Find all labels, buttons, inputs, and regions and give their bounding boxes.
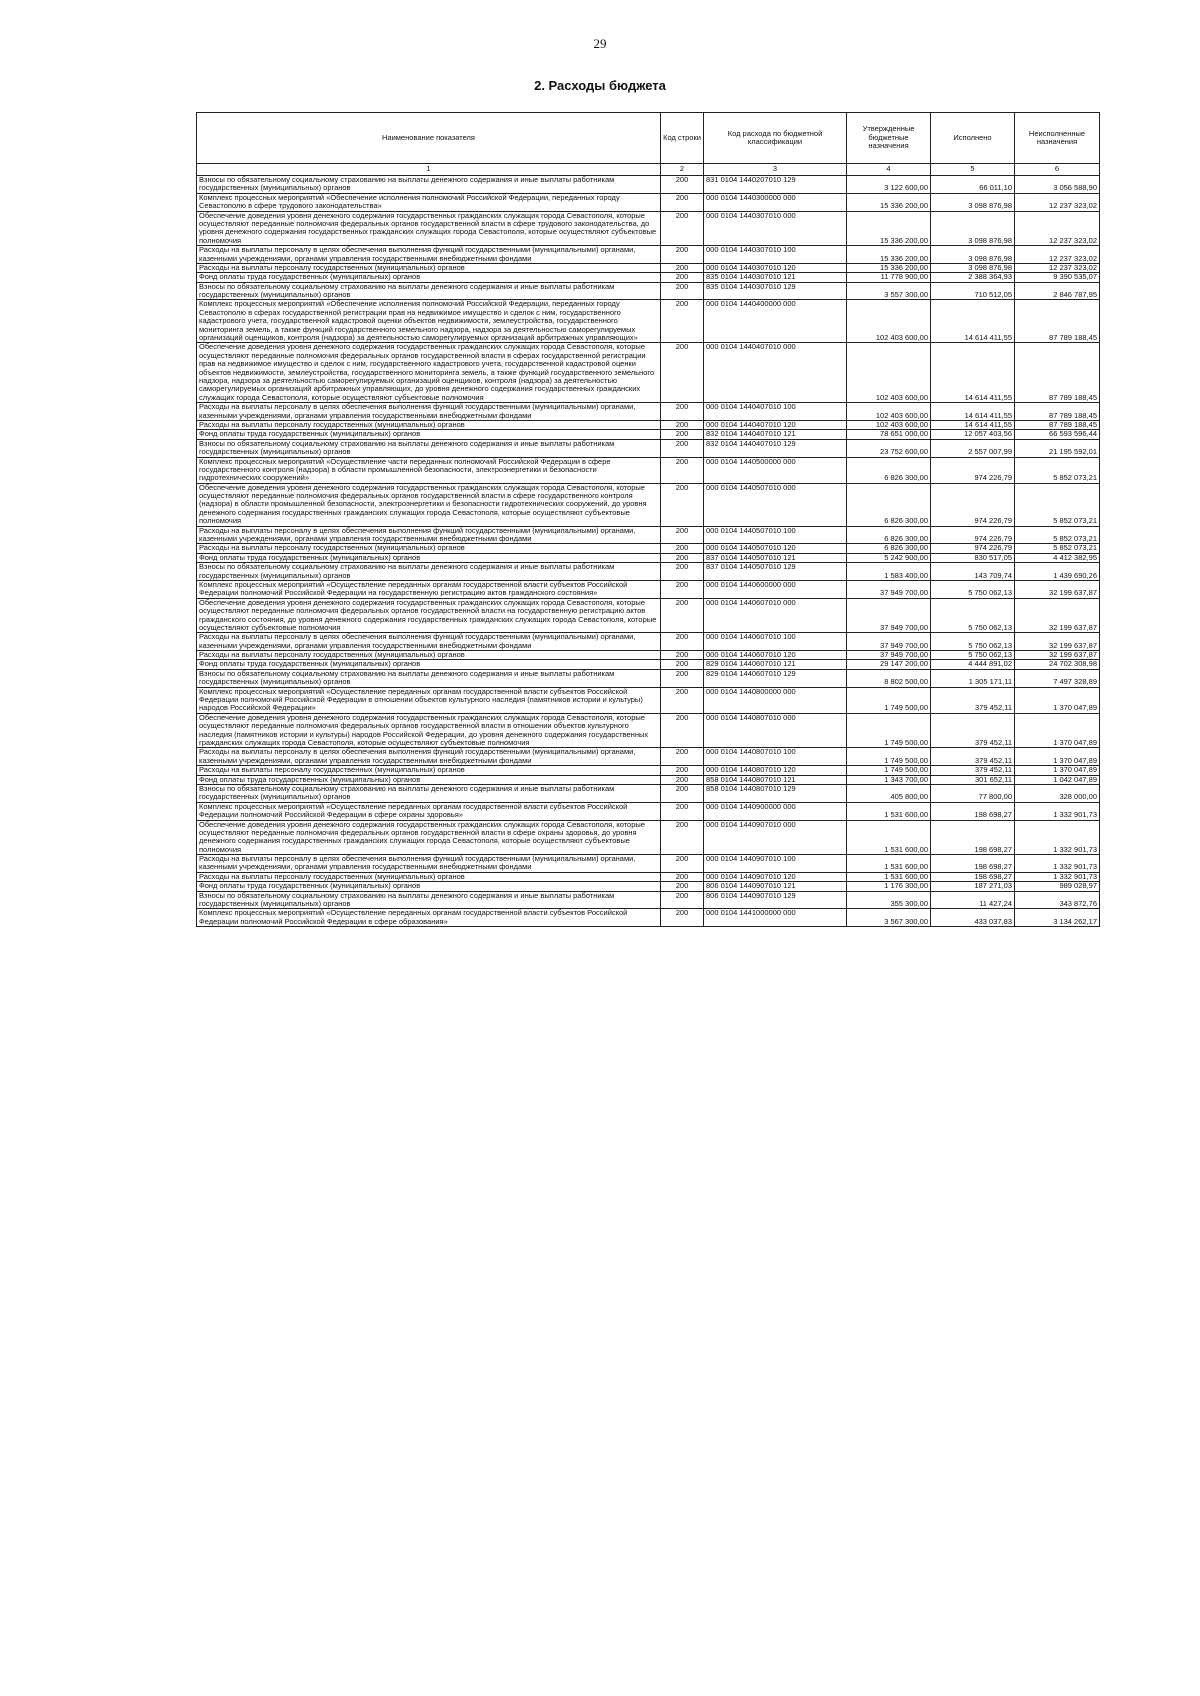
row-approved: 6 826 300,00 bbox=[847, 457, 931, 483]
table-row bbox=[197, 544, 1100, 553]
row-executed: 14 614 411,55 bbox=[931, 343, 1015, 403]
row-executed: 4 444 891,02 bbox=[931, 660, 1015, 669]
table-row bbox=[197, 891, 1100, 909]
row-code: 200 bbox=[661, 403, 704, 421]
table-row bbox=[197, 909, 1100, 927]
table-row bbox=[197, 669, 1100, 687]
table-row bbox=[197, 563, 1100, 581]
row-code: 200 bbox=[661, 651, 704, 660]
row-classification: 831 0104 1440207010 129 bbox=[704, 176, 847, 194]
row-code: 200 bbox=[661, 343, 704, 403]
row-classification: 000 0104 1440307010 000 bbox=[704, 211, 847, 246]
column-numbers-row bbox=[197, 164, 1100, 176]
row-executed: 974 226,79 bbox=[931, 526, 1015, 544]
row-name: Обеспечение доведения уровня денежного содержания государственных гражданских служащих города Севастополя, которые осуществляют переданные полномочия федеральных органов государственной власти на государственную регистрацию актов гражданского состояния, до уровня денежного содержания государственных гражданских служащих города Севастополя, которые осуществляют субъектовые полномочия bbox=[197, 598, 661, 633]
row-name: Расходы на выплаты персоналу государственных (муниципальных) органов bbox=[197, 872, 661, 881]
row-code: 200 bbox=[661, 909, 704, 927]
row-unexecuted: 2 846 787,95 bbox=[1015, 282, 1100, 300]
column-number: 2 bbox=[661, 164, 704, 176]
header-classification: Код расхода по бюджетной классификации bbox=[704, 113, 847, 164]
row-name: Комплекс процессных мероприятий «Осуществление части переданных полномочий Российской Федерации в сфере государственного контроля (надзора) в области промышленной безопасности, электроэнергетики и безопасности гидротехнических сооружений» bbox=[197, 457, 661, 483]
row-code: 200 bbox=[661, 748, 704, 766]
table-row bbox=[197, 526, 1100, 544]
row-unexecuted: 32 199 637,87 bbox=[1015, 598, 1100, 633]
row-name: Расходы на выплаты персоналу государственных (муниципальных) органов bbox=[197, 544, 661, 553]
row-approved: 1 531 600,00 bbox=[847, 802, 931, 820]
row-unexecuted: 5 852 073,21 bbox=[1015, 544, 1100, 553]
table-row bbox=[197, 882, 1100, 891]
row-executed: 5 750 062,13 bbox=[931, 598, 1015, 633]
row-classification: 000 0104 1440300000 000 bbox=[704, 193, 847, 211]
row-executed: 14 614 411,55 bbox=[931, 300, 1015, 343]
row-classification: 000 0104 1440607010 100 bbox=[704, 633, 847, 651]
table-row bbox=[197, 784, 1100, 802]
row-executed: 379 452,11 bbox=[931, 687, 1015, 713]
row-unexecuted: 4 412 382,95 bbox=[1015, 553, 1100, 562]
row-unexecuted: 1 332 901,73 bbox=[1015, 872, 1100, 881]
row-approved: 37 949 700,00 bbox=[847, 651, 931, 660]
row-unexecuted: 12 237 323,02 bbox=[1015, 211, 1100, 246]
row-name: Взносы по обязательному социальному страхованию на выплаты денежного содержания и иные выплаты работникам государственных (муниципальных) органов bbox=[197, 282, 661, 300]
row-classification: 000 0104 1440307010 100 bbox=[704, 246, 847, 264]
row-unexecuted: 87 789 188,45 bbox=[1015, 420, 1100, 429]
row-unexecuted: 989 028,97 bbox=[1015, 882, 1100, 891]
header-row bbox=[197, 113, 1100, 164]
row-classification: 000 0104 1440507010 000 bbox=[704, 483, 847, 526]
row-executed: 379 452,11 bbox=[931, 748, 1015, 766]
row-unexecuted: 87 789 188,45 bbox=[1015, 300, 1100, 343]
row-name: Обеспечение доведения уровня денежного содержания государственных гражданских служащих города Севастополя, которые осуществляют переданные полномочия федеральных органов государственной власти в отношении объектов культурного наследия (памятников истории и культуры) народов Российской Федерации, до уровня денежного содержания государственных гражданских служащих города Севастополя, которые осуществляют субъектовые полномочия bbox=[197, 713, 661, 748]
row-name: Комплекс процессных мероприятий «Обеспечение исполнения полномочий Российской Федерации, переданных городу Севастополю в сферах государственной регистрации прав на недвижимое имущество и сделок с ним, государственного кадастрового учета, государственной кадастровой оценки объектов недвижимости, землеустройства, государственного мониторинга земель, а также функций государственного земельного надзора, надзора за деятельностью саморегулируемых организаций оценщиков, контроля (надзора) за деятельностью саморегулируемых организаций арбитражных управляющих» bbox=[197, 300, 661, 343]
row-code: 200 bbox=[661, 211, 704, 246]
row-classification: 806 0104 1440907010 129 bbox=[704, 891, 847, 909]
row-unexecuted: 66 593 596,44 bbox=[1015, 430, 1100, 439]
row-unexecuted: 1 439 690,26 bbox=[1015, 563, 1100, 581]
row-classification: 000 0104 1440400000 000 bbox=[704, 300, 847, 343]
row-approved: 355 300,00 bbox=[847, 891, 931, 909]
column-number: 4 bbox=[847, 164, 931, 176]
row-classification: 000 0104 1440607010 000 bbox=[704, 598, 847, 633]
row-code: 200 bbox=[661, 633, 704, 651]
row-code: 200 bbox=[661, 273, 704, 282]
row-code: 200 bbox=[661, 457, 704, 483]
row-code: 200 bbox=[661, 300, 704, 343]
row-unexecuted: 1 370 047,89 bbox=[1015, 748, 1100, 766]
row-unexecuted: 343 872,76 bbox=[1015, 891, 1100, 909]
row-classification: 837 0104 1440507010 129 bbox=[704, 563, 847, 581]
row-executed: 5 750 062,13 bbox=[931, 580, 1015, 598]
row-executed: 187 271,03 bbox=[931, 882, 1015, 891]
row-code: 200 bbox=[661, 669, 704, 687]
row-approved: 1 176 300,00 bbox=[847, 882, 931, 891]
row-code: 200 bbox=[661, 553, 704, 562]
row-executed: 198 698,27 bbox=[931, 855, 1015, 873]
row-executed: 198 698,27 bbox=[931, 872, 1015, 881]
row-name: Расходы на выплаты персоналу в целях обеспечения выполнения функций государственными (муниципальными) органами, казенными учреждениями, органами управления государственными внебюджетными фондами bbox=[197, 526, 661, 544]
row-name: Обеспечение доведения уровня денежного содержания государственных гражданских служащих города Севастополя, которые осуществляют переданные полномочия федеральных органов государственной власти в сфере трудового законодательства, до уровня денежного содержания государственных гражданских служащих города Севастополя, которые осуществляют субъектовые полномочия bbox=[197, 211, 661, 246]
row-unexecuted: 3 134 262,17 bbox=[1015, 909, 1100, 927]
row-name: Взносы по обязательному социальному страхованию на выплаты денежного содержания и иные выплаты работникам государственных (муниципальных) органов bbox=[197, 439, 661, 457]
row-executed: 66 011,10 bbox=[931, 176, 1015, 194]
header-code: Код строки bbox=[661, 113, 704, 164]
table-row bbox=[197, 273, 1100, 282]
row-code: 200 bbox=[661, 598, 704, 633]
row-executed: 1 305 171,11 bbox=[931, 669, 1015, 687]
column-number: 3 bbox=[704, 164, 847, 176]
row-classification: 835 0104 1440307010 121 bbox=[704, 273, 847, 282]
row-classification: 000 0104 1440800000 000 bbox=[704, 687, 847, 713]
row-executed: 3 098 876,98 bbox=[931, 246, 1015, 264]
row-unexecuted: 1 370 047,89 bbox=[1015, 713, 1100, 748]
row-approved: 5 242 900,00 bbox=[847, 553, 931, 562]
row-name: Взносы по обязательному социальному страхованию на выплаты денежного содержания и иные выплаты работникам государственных (муниципальных) органов bbox=[197, 891, 661, 909]
row-classification: 000 0104 1440807010 100 bbox=[704, 748, 847, 766]
row-approved: 1 343 700,00 bbox=[847, 775, 931, 784]
row-executed: 14 614 411,55 bbox=[931, 420, 1015, 429]
table-row bbox=[197, 300, 1100, 343]
row-executed: 379 452,11 bbox=[931, 766, 1015, 775]
row-code: 200 bbox=[661, 526, 704, 544]
row-executed: 2 557 007,99 bbox=[931, 439, 1015, 457]
row-executed: 974 226,79 bbox=[931, 483, 1015, 526]
table-row bbox=[197, 282, 1100, 300]
table-row bbox=[197, 748, 1100, 766]
table-row bbox=[197, 802, 1100, 820]
row-unexecuted: 1 370 047,89 bbox=[1015, 687, 1100, 713]
row-classification: 806 0104 1440907010 121 bbox=[704, 882, 847, 891]
row-code: 200 bbox=[661, 483, 704, 526]
row-unexecuted: 32 199 637,87 bbox=[1015, 633, 1100, 651]
row-unexecuted: 1 332 901,73 bbox=[1015, 802, 1100, 820]
row-unexecuted: 328 000,00 bbox=[1015, 784, 1100, 802]
row-code: 200 bbox=[661, 176, 704, 194]
row-unexecuted: 32 199 637,87 bbox=[1015, 580, 1100, 598]
row-classification: 858 0104 1440807010 121 bbox=[704, 775, 847, 784]
row-executed: 14 614 411,55 bbox=[931, 403, 1015, 421]
row-executed: 5 750 062,13 bbox=[931, 633, 1015, 651]
row-code: 200 bbox=[661, 766, 704, 775]
row-code: 200 bbox=[661, 713, 704, 748]
row-code: 200 bbox=[661, 784, 704, 802]
row-unexecuted: 12 237 323,02 bbox=[1015, 263, 1100, 272]
table-row bbox=[197, 687, 1100, 713]
row-classification: 000 0104 1440607010 120 bbox=[704, 651, 847, 660]
row-name: Комплекс процессных мероприятий «Осуществление переданных органам государственной власти субъектов Российской Федерации полномочий Российской Федерации на государственную регистрацию актов гражданского состояния» bbox=[197, 580, 661, 598]
table-row bbox=[197, 403, 1100, 421]
table-row bbox=[197, 439, 1100, 457]
row-code: 200 bbox=[661, 855, 704, 873]
row-unexecuted: 1 370 047,89 bbox=[1015, 766, 1100, 775]
row-code: 200 bbox=[661, 563, 704, 581]
row-unexecuted: 87 789 188,45 bbox=[1015, 343, 1100, 403]
row-executed: 3 098 876,98 bbox=[931, 193, 1015, 211]
row-code: 200 bbox=[661, 193, 704, 211]
row-approved: 102 403 600,00 bbox=[847, 343, 931, 403]
row-executed: 3 098 876,98 bbox=[931, 211, 1015, 246]
row-code: 200 bbox=[661, 580, 704, 598]
row-name: Взносы по обязательному социальному страхованию на выплаты денежного содержания и иные выплаты работникам государственных (муниципальных) органов bbox=[197, 669, 661, 687]
row-approved: 1 531 600,00 bbox=[847, 820, 931, 855]
row-approved: 1 531 600,00 bbox=[847, 872, 931, 881]
row-approved: 15 336 200,00 bbox=[847, 263, 931, 272]
table-row bbox=[197, 820, 1100, 855]
row-approved: 11 778 900,00 bbox=[847, 273, 931, 282]
row-executed: 77 800,00 bbox=[931, 784, 1015, 802]
row-classification: 000 0104 1440507010 120 bbox=[704, 544, 847, 553]
row-name: Расходы на выплаты персоналу государственных (муниципальных) органов bbox=[197, 263, 661, 272]
row-unexecuted: 9 390 535,07 bbox=[1015, 273, 1100, 282]
table-row bbox=[197, 598, 1100, 633]
table-row bbox=[197, 483, 1100, 526]
row-name: Расходы на выплаты персоналу государственных (муниципальных) органов bbox=[197, 651, 661, 660]
row-name: Расходы на выплаты персоналу в целях обеспечения выполнения функций государственными (муниципальными) органами, казенными учреждениями, органами управления государственными внебюджетными фондами bbox=[197, 633, 661, 651]
row-executed: 301 652,11 bbox=[931, 775, 1015, 784]
row-name: Фонд оплаты труда государственных (муниципальных) органов bbox=[197, 775, 661, 784]
row-classification: 000 0104 1440507010 100 bbox=[704, 526, 847, 544]
row-unexecuted: 5 852 073,21 bbox=[1015, 457, 1100, 483]
row-executed: 379 452,11 bbox=[931, 713, 1015, 748]
row-name: Расходы на выплаты персоналу государственных (муниципальных) органов bbox=[197, 766, 661, 775]
row-unexecuted: 24 702 308,98 bbox=[1015, 660, 1100, 669]
row-approved: 15 336 200,00 bbox=[847, 193, 931, 211]
row-code: 200 bbox=[661, 246, 704, 264]
table-row bbox=[197, 457, 1100, 483]
row-name: Фонд оплаты труда государственных (муниципальных) органов bbox=[197, 430, 661, 439]
table-row bbox=[197, 660, 1100, 669]
row-unexecuted: 1 042 047,89 bbox=[1015, 775, 1100, 784]
column-number: 1 bbox=[197, 164, 661, 176]
row-unexecuted: 1 332 901,73 bbox=[1015, 855, 1100, 873]
row-code: 200 bbox=[661, 891, 704, 909]
row-classification: 000 0104 1440600000 000 bbox=[704, 580, 847, 598]
row-name: Расходы на выплаты персоналу в целях обеспечения выполнения функций государственными (муниципальными) органами, казенными учреждениями, органами управления государственными внебюджетными фондами bbox=[197, 246, 661, 264]
row-classification: 829 0104 1440607010 129 bbox=[704, 669, 847, 687]
row-approved: 6 826 300,00 bbox=[847, 483, 931, 526]
row-name: Расходы на выплаты персоналу в целях обеспечения выполнения функций государственными (муниципальными) органами, казенными учреждениями, органами управления государственными внебюджетными фондами bbox=[197, 403, 661, 421]
row-code: 200 bbox=[661, 430, 704, 439]
table-row bbox=[197, 246, 1100, 264]
row-name: Комплекс процессных мероприятий «Осуществление переданных органам государственной власти субъектов Российской Федерации полномочий Российской Федерации в сфере образования» bbox=[197, 909, 661, 927]
row-name: Взносы по обязательному социальному страхованию на выплаты денежного содержания и иные выплаты работникам государственных (муниципальных) органов bbox=[197, 176, 661, 194]
row-approved: 15 336 200,00 bbox=[847, 211, 931, 246]
table-row bbox=[197, 176, 1100, 194]
row-executed: 433 037,83 bbox=[931, 909, 1015, 927]
row-unexecuted: 12 237 323,02 bbox=[1015, 246, 1100, 264]
row-classification: 835 0104 1440307010 129 bbox=[704, 282, 847, 300]
row-name: Комплекс процессных мероприятий «Осуществление переданных органам государственной власти субъектов Российской Федерации полномочий Российской Федерации в сфере охраны здоровья» bbox=[197, 802, 661, 820]
row-executed: 143 709,74 bbox=[931, 563, 1015, 581]
row-unexecuted: 5 852 073,21 bbox=[1015, 526, 1100, 544]
row-classification: 000 0104 1440407010 100 bbox=[704, 403, 847, 421]
row-name: Обеспечение доведения уровня денежного содержания государственных гражданских служащих города Севастополя, которые осуществляют переданные полномочия федеральных органов государственной власти в сфере охраны здоровья, до уровня денежного содержания государственных гражданских служащих города Севастополя, которые осуществляют субъектовые полномочия bbox=[197, 820, 661, 855]
header-unexecuted: Неисполненные назначения bbox=[1015, 113, 1100, 164]
row-code: 200 bbox=[661, 775, 704, 784]
row-approved: 29 147 200,00 bbox=[847, 660, 931, 669]
row-name: Комплекс процессных мероприятий «Осуществление переданных органам государственной власти субъектов Российской Федерации полномочий Российской Федерации в отношении объектов культурного наследия (памятников истории и культуры) народов Российской Федерации» bbox=[197, 687, 661, 713]
row-code: 200 bbox=[661, 687, 704, 713]
row-approved: 405 800,00 bbox=[847, 784, 931, 802]
row-name: Фонд оплаты труда государственных (муниципальных) органов bbox=[197, 660, 661, 669]
row-code: 200 bbox=[661, 660, 704, 669]
row-approved: 78 651 000,00 bbox=[847, 430, 931, 439]
row-unexecuted: 21 195 592,01 bbox=[1015, 439, 1100, 457]
row-name: Взносы по обязательному социальному страхованию на выплаты денежного содержания и иные выплаты работникам государственных (муниципальных) органов bbox=[197, 784, 661, 802]
row-classification: 832 0104 1440407010 121 bbox=[704, 430, 847, 439]
row-approved: 6 826 300,00 bbox=[847, 526, 931, 544]
row-executed: 974 226,79 bbox=[931, 457, 1015, 483]
header-name: Наименование показателя bbox=[197, 113, 661, 164]
row-code: 200 bbox=[661, 282, 704, 300]
row-classification: 000 0104 1440807010 000 bbox=[704, 713, 847, 748]
row-approved: 1 583 400,00 bbox=[847, 563, 931, 581]
row-executed: 3 098 876,98 bbox=[931, 263, 1015, 272]
row-name: Взносы по обязательному социальному страхованию на выплаты денежного содержания и иные выплаты работникам государственных (муниципальных) органов bbox=[197, 563, 661, 581]
row-approved: 1 749 500,00 bbox=[847, 748, 931, 766]
column-number: 6 bbox=[1015, 164, 1100, 176]
row-executed: 198 698,27 bbox=[931, 802, 1015, 820]
row-approved: 1 749 500,00 bbox=[847, 687, 931, 713]
row-executed: 830 517,05 bbox=[931, 553, 1015, 562]
table-row bbox=[197, 713, 1100, 748]
row-code: 200 bbox=[661, 872, 704, 881]
table-row bbox=[197, 343, 1100, 403]
row-classification: 829 0104 1440607010 121 bbox=[704, 660, 847, 669]
row-name: Фонд оплаты труда государственных (муниципальных) органов bbox=[197, 273, 661, 282]
row-unexecuted: 87 789 188,45 bbox=[1015, 403, 1100, 421]
row-unexecuted: 7 497 328,89 bbox=[1015, 669, 1100, 687]
row-unexecuted: 1 332 901,73 bbox=[1015, 820, 1100, 855]
table-row bbox=[197, 211, 1100, 246]
row-classification: 000 0104 1440407010 120 bbox=[704, 420, 847, 429]
table-row bbox=[197, 633, 1100, 651]
row-code: 200 bbox=[661, 420, 704, 429]
row-code: 200 bbox=[661, 820, 704, 855]
row-approved: 3 567 300,00 bbox=[847, 909, 931, 927]
row-approved: 37 949 700,00 bbox=[847, 598, 931, 633]
row-approved: 8 802 500,00 bbox=[847, 669, 931, 687]
row-executed: 11 427,24 bbox=[931, 891, 1015, 909]
row-approved: 37 949 700,00 bbox=[847, 580, 931, 598]
row-classification: 832 0104 1440407010 129 bbox=[704, 439, 847, 457]
row-name: Комплекс процессных мероприятий «Обеспечение исполнения полномочий Российской Федерации, переданных городу Севастополю в сфере трудового законодательства» bbox=[197, 193, 661, 211]
row-unexecuted: 5 852 073,21 bbox=[1015, 483, 1100, 526]
page-number: 29 bbox=[593, 36, 607, 51]
row-approved: 1 749 500,00 bbox=[847, 766, 931, 775]
row-classification: 858 0104 1440807010 129 bbox=[704, 784, 847, 802]
row-classification: 000 0104 1440907010 000 bbox=[704, 820, 847, 855]
row-name: Фонд оплаты труда государственных (муниципальных) органов bbox=[197, 882, 661, 891]
row-approved: 1 531 600,00 bbox=[847, 855, 931, 873]
row-classification: 000 0104 1440307010 120 bbox=[704, 263, 847, 272]
row-classification: 000 0104 1440807010 120 bbox=[704, 766, 847, 775]
row-name: Расходы на выплаты персоналу государственных (муниципальных) органов bbox=[197, 420, 661, 429]
section-title: 2. Расходы бюджета bbox=[534, 78, 666, 93]
row-approved: 3 122 600,00 bbox=[847, 176, 931, 194]
row-executed: 2 388 364,93 bbox=[931, 273, 1015, 282]
row-classification: 000 0104 1440900000 000 bbox=[704, 802, 847, 820]
row-unexecuted: 32 199 637,87 bbox=[1015, 651, 1100, 660]
row-code: 200 bbox=[661, 439, 704, 457]
row-name: Обеспечение доведения уровня денежного содержания государственных гражданских служащих города Севастополя, которые осуществляют переданные полномочия федеральных органов государственной власти в сфере государственного контроля (надзора) в области промышленной безопасности, электроэнергетики и безопасности гидротехнических сооружений, до уровня денежного содержания государственных гражданских служащих города Севастополя, которые осуществляют субъектовые полномочия bbox=[197, 483, 661, 526]
table-row bbox=[197, 766, 1100, 775]
row-name: Обеспечение доведения уровня денежного содержания государственных гражданских служащих города Севастополя, которые осуществляют переданные полномочия федеральных органов государственной власти в сферах государственной регистрации прав на недвижимое имущество и сделок с ним, государственного кадастрового учета, государственной кадастровой оценки объектов недвижимости, землеустройства, государственного мониторинга земель, а также функций государственного земельного надзора, надзора за деятельностью саморегулируемых организаций оценщиков, контроля (надзора) за деятельностью саморегулируемых организаций арбитражных управляющих, до уровня денежного содержания государственных гражданских служащих города Севастополя, которые осуществляют субъектовые полномочия bbox=[197, 343, 661, 403]
row-classification: 000 0104 1440907010 120 bbox=[704, 872, 847, 881]
header-approved: Утвержденные бюджетные назначения bbox=[847, 113, 931, 164]
row-unexecuted: 3 056 588,90 bbox=[1015, 176, 1100, 194]
row-classification: 000 0104 1440500000 000 bbox=[704, 457, 847, 483]
row-name: Фонд оплаты труда государственных (муниципальных) органов bbox=[197, 553, 661, 562]
row-classification: 000 0104 1441000000 000 bbox=[704, 909, 847, 927]
row-approved: 6 826 300,00 bbox=[847, 544, 931, 553]
row-executed: 12 057 403,56 bbox=[931, 430, 1015, 439]
row-classification: 000 0104 1440407010 000 bbox=[704, 343, 847, 403]
row-executed: 710 512,05 bbox=[931, 282, 1015, 300]
expenses-table bbox=[196, 112, 1100, 927]
table-row bbox=[197, 193, 1100, 211]
row-approved: 37 949 700,00 bbox=[847, 633, 931, 651]
row-executed: 198 698,27 bbox=[931, 820, 1015, 855]
row-name: Расходы на выплаты персоналу в целях обеспечения выполнения функций государственными (муниципальными) органами, казенными учреждениями, органами управления государственными внебюджетными фондами bbox=[197, 855, 661, 873]
row-code: 200 bbox=[661, 802, 704, 820]
row-executed: 5 750 062,13 bbox=[931, 651, 1015, 660]
row-approved: 23 752 600,00 bbox=[847, 439, 931, 457]
table-row bbox=[197, 855, 1100, 873]
table-body bbox=[197, 176, 1100, 927]
row-approved: 15 336 200,00 bbox=[847, 246, 931, 264]
row-approved: 1 749 500,00 bbox=[847, 713, 931, 748]
row-approved: 102 403 600,00 bbox=[847, 420, 931, 429]
row-code: 200 bbox=[661, 263, 704, 272]
row-executed: 974 226,79 bbox=[931, 544, 1015, 553]
table-row bbox=[197, 430, 1100, 439]
column-number: 5 bbox=[931, 164, 1015, 176]
row-classification: 837 0104 1440507010 121 bbox=[704, 553, 847, 562]
header-executed: Исполнено bbox=[931, 113, 1015, 164]
row-approved: 3 557 300,00 bbox=[847, 282, 931, 300]
row-approved: 102 403 600,00 bbox=[847, 403, 931, 421]
row-code: 200 bbox=[661, 544, 704, 553]
row-classification: 000 0104 1440907010 100 bbox=[704, 855, 847, 873]
table-row bbox=[197, 580, 1100, 598]
row-name: Расходы на выплаты персоналу в целях обеспечения выполнения функций государственными (муниципальными) органами, казенными учреждениями, органами управления государственными внебюджетными фондами bbox=[197, 748, 661, 766]
row-code: 200 bbox=[661, 882, 704, 891]
row-approved: 102 403 600,00 bbox=[847, 300, 931, 343]
row-unexecuted: 12 237 323,02 bbox=[1015, 193, 1100, 211]
